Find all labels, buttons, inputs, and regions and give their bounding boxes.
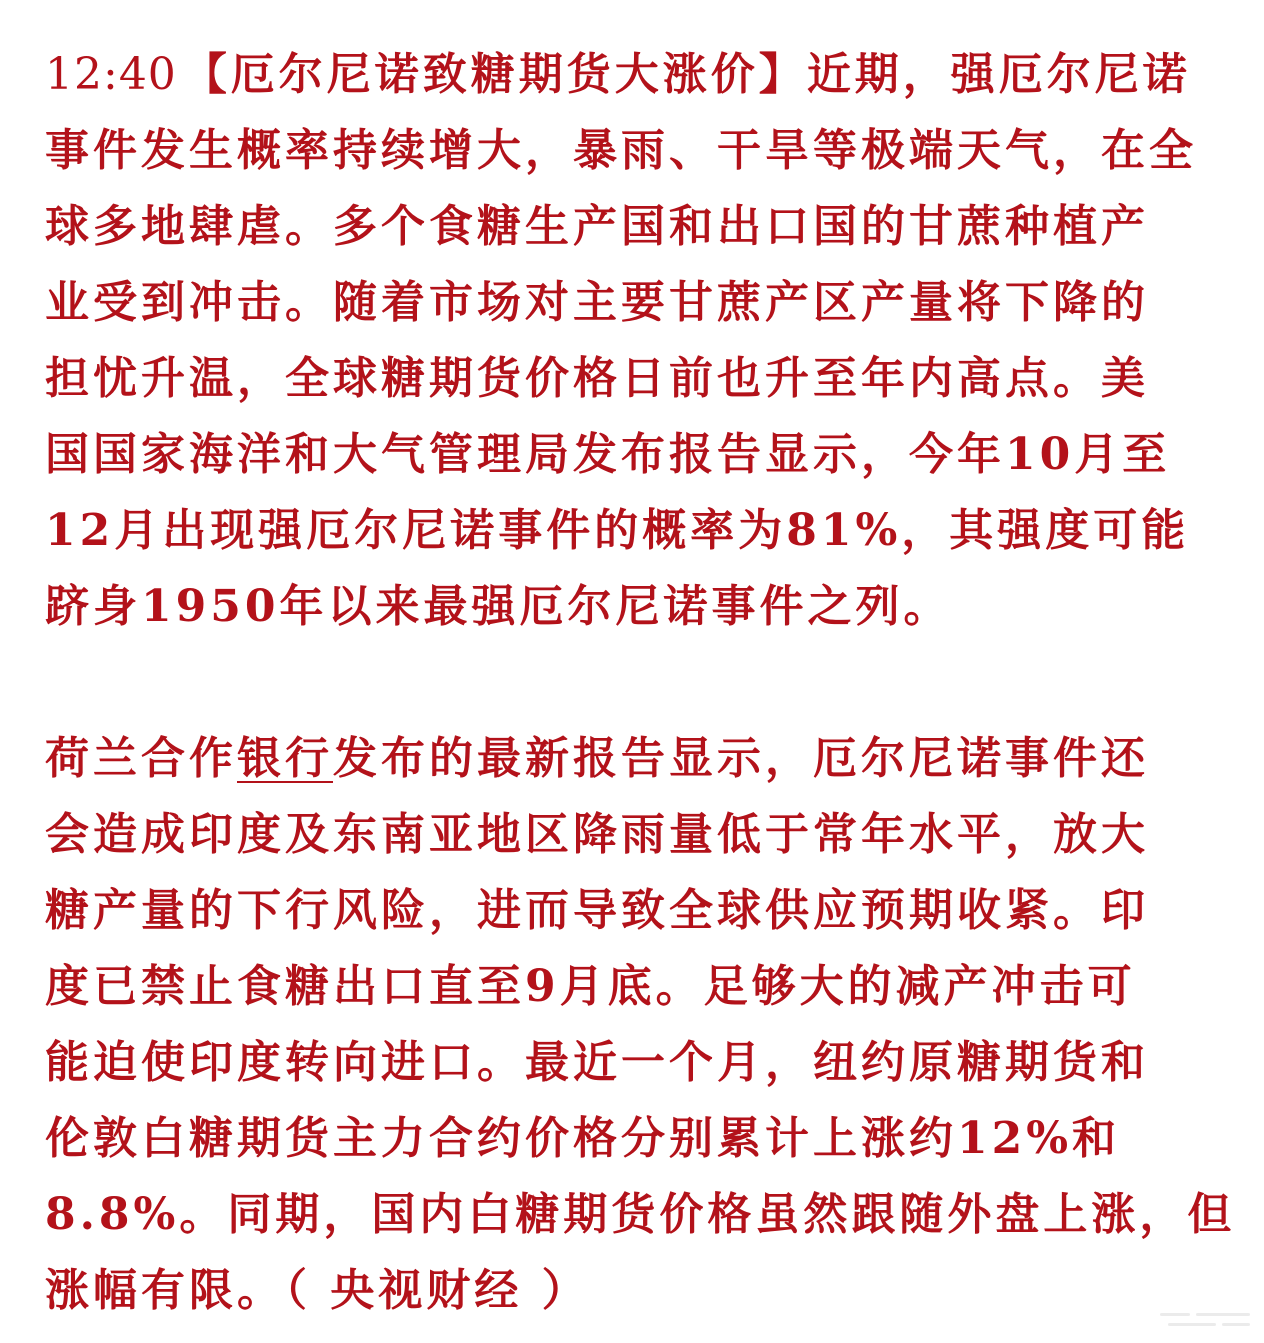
paragraph-1 (0, 37, 1264, 645)
news-headline: 【厄尔尼诺致糖期货大涨价】 (182, 49, 807, 100)
text-line: 糖产量的下行风险，进而导致全球供应预期收紧。印 (45, 885, 1149, 936)
news-article (0, 37, 1264, 1329)
text-line: 度已禁止食糖出口直至9月底。足够大的减产冲击可 (45, 961, 1136, 1012)
text-line: 球多地肆虐。多个食糖生产国和出口国的甘蔗种植产 (45, 201, 1149, 252)
text-line: 伦敦白糖期货主力合约价格分别累计上涨约12%和 (45, 1113, 1121, 1164)
watermark (1160, 1307, 1252, 1335)
news-time: 12:40 (45, 49, 177, 100)
text-line: 会造成印度及东南亚地区降雨量低于常年水平，放大 (45, 809, 1149, 860)
text-line: 12月出现强厄尔尼诺事件的概率为81%，其强度可能 (45, 505, 1190, 556)
text-line: 担忧升温，全球糖期货价格日前也升至年内高点。美 (45, 353, 1149, 404)
text-line-after-link: 发布的最新报告显示，厄尔尼诺事件还 (333, 733, 1149, 784)
paragraph-2 (0, 721, 1264, 1329)
text-line: 业受到冲击。随着市场对主要甘蔗产区产量将下降的 (45, 277, 1149, 328)
text-line: 8.8%。同期，国内白糖期货价格虽然跟随外盘上涨，但 (45, 1189, 1236, 1240)
text-line (0, 37, 1264, 113)
text-line: 涨幅有限。（ 央视财经 ） (45, 1265, 590, 1316)
text-line: 事件发生概率持续增大，暴雨、干旱等极端天气，在全 (45, 125, 1197, 176)
text-line-before-link: 荷兰合作 (45, 733, 237, 784)
text-line: 跻身1950年以来最强厄尔尼诺事件之列。 (45, 581, 952, 632)
text-line: 国国家海洋和大气管理局发布报告显示，今年10月至 (45, 429, 1171, 480)
bank-link[interactable]: 银行 (237, 733, 333, 784)
text-line-rest: 近期，强厄尔尼诺 (806, 49, 1191, 100)
text-line: 能迫使印度转向进口。最近一个月，纽约原糖期货和 (45, 1037, 1149, 1088)
text-line (0, 721, 1264, 797)
